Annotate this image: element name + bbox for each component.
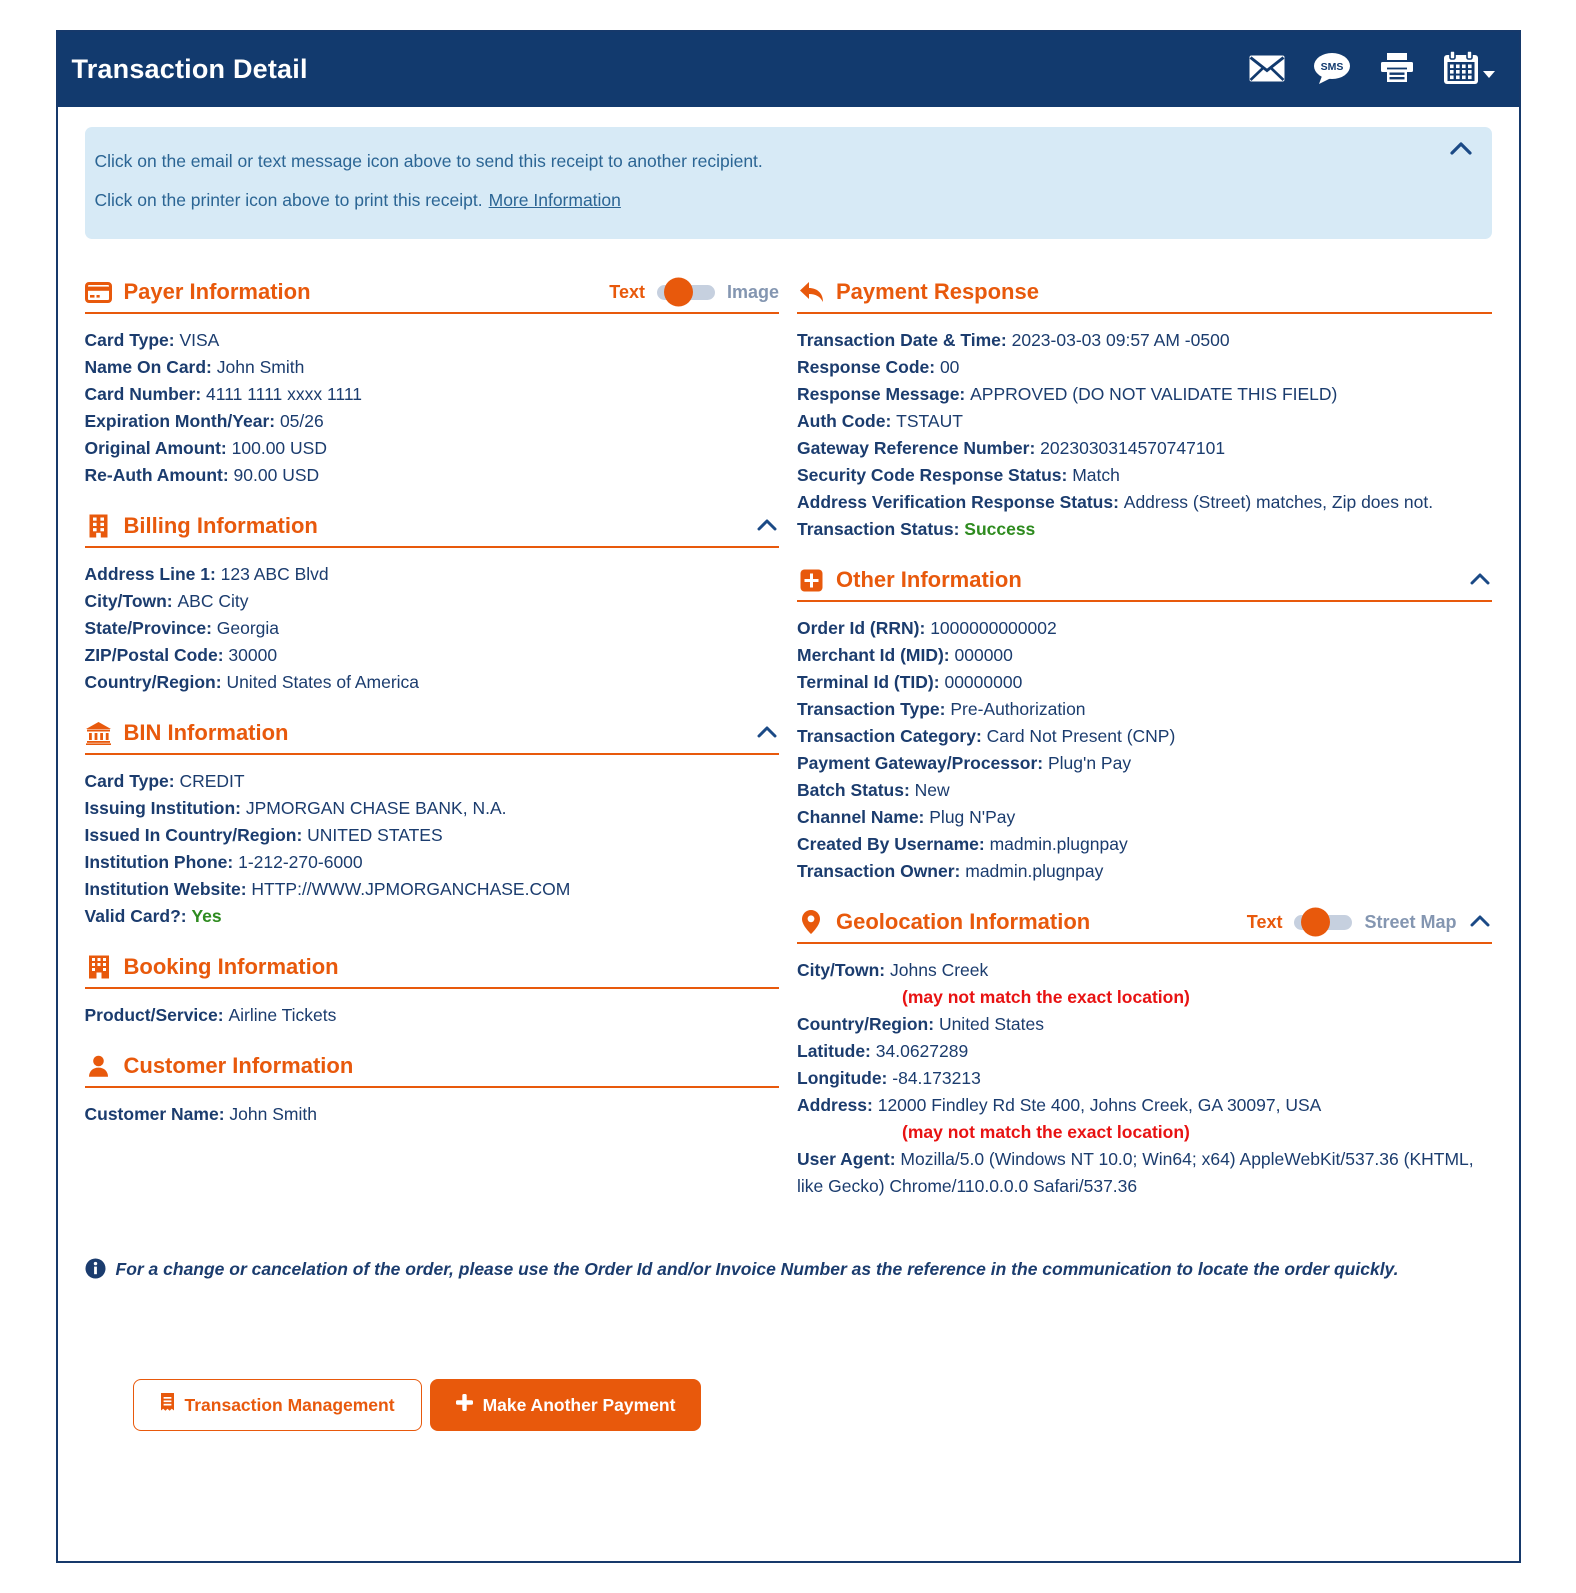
payer-text-image-toggle[interactable] [609, 282, 779, 303]
chevron-up-icon [1470, 572, 1490, 588]
section-bin-information [85, 720, 780, 930]
geolocation-section-header [797, 909, 1492, 944]
section-title: Other Information [836, 567, 1022, 592]
chevron-up-icon [1450, 143, 1472, 158]
field-row: Institution Website: HTTP://WWW.JPMORGANCHASE.COM [84, 879, 571, 899]
info-icon [85, 1258, 106, 1284]
section-customer-information [85, 1053, 780, 1128]
field-row: Address Verification Response Status: Address (Street) matches, Zip does not. [797, 492, 1434, 512]
chevron-down-icon [1483, 71, 1495, 78]
collapse-other-button[interactable] [1468, 570, 1492, 590]
toggle-knob [664, 278, 693, 307]
field-row: City/Town: Johns Creek [797, 960, 989, 980]
chevron-up-icon [757, 725, 777, 741]
banner-line2 [95, 190, 1422, 211]
collapse-geolocation-button[interactable] [1468, 912, 1492, 932]
person-icon [85, 1055, 113, 1078]
receipt-icon [160, 1393, 175, 1418]
field-row: Issuing Institution: JPMORGAN CHASE BANK, N.A. [84, 798, 507, 818]
field-row: Country/Region: United States of America [84, 672, 420, 692]
title-bar [58, 32, 1519, 107]
field-row: Expiration Month/Year: 05/26 [84, 411, 324, 431]
geolocation-text-map-toggle[interactable] [1247, 912, 1457, 933]
collapse-bin-button[interactable] [755, 723, 779, 743]
button-label: Transaction Management [184, 1394, 395, 1415]
page-title: Transaction Detail [71, 54, 308, 84]
field-row: State/Province: Georgia [84, 618, 280, 638]
toggle-knob [1301, 908, 1330, 937]
field-row: Issued In Country/Region: UNITED STATES [84, 825, 443, 845]
info-banner [85, 127, 1492, 239]
payment-response-section-header [797, 279, 1492, 314]
make-another-payment-button[interactable] [430, 1379, 702, 1431]
chevron-up-icon [1470, 914, 1490, 930]
customer-section-header [85, 1053, 780, 1088]
chevron-up-icon [757, 518, 777, 534]
field-row: Security Code Response Status: Match [797, 465, 1120, 485]
sms-receipt-button[interactable] [1313, 52, 1351, 88]
section-title: Booking Information [123, 954, 339, 979]
credit-card-icon [85, 282, 113, 303]
field-row: Card Number: 4111 1111 xxxx 1111 [84, 384, 363, 404]
collapse-billing-button[interactable] [755, 516, 779, 536]
toggle-switch[interactable] [657, 285, 715, 300]
booking-section-header [85, 954, 780, 989]
field-row: Transaction Date & Time: 2023-03-03 09:57 AM -0500 [797, 330, 1230, 350]
main-content [58, 107, 1519, 1561]
field-row: Payment Gateway/Processor: Plug'n Pay [797, 753, 1132, 773]
toggle-label-text: Text [1246, 911, 1283, 932]
print-receipt-button[interactable] [1379, 53, 1415, 87]
title-bar-actions [1249, 51, 1495, 88]
bank-icon [85, 722, 113, 745]
section-title: Payer Information [123, 279, 311, 304]
plus-square-icon [797, 569, 825, 592]
field-row: ZIP/Postal Code: 30000 [84, 645, 278, 665]
field-row: Longitude: -84.173213 [797, 1068, 981, 1088]
field-row: Gateway Reference Number: 2023030314570747101 [797, 438, 1226, 458]
section-payer-information [85, 279, 780, 489]
section-booking-information [85, 954, 780, 1029]
field-row: Valid Card?: Yes [84, 906, 222, 926]
field-row: Order Id (RRN): 1000000000002 [797, 618, 1057, 638]
field-row: Re-Auth Amount: 90.00 USD [84, 465, 320, 485]
banner-line2-text: Click on the printer icon above to print this receipt. [94, 190, 483, 210]
field-row: Address Line 1: 123 ABC Blvd [84, 564, 329, 584]
transaction-detail-window [56, 30, 1521, 1563]
email-receipt-button[interactable] [1249, 55, 1285, 85]
field-row: Country/Region: United States [797, 1014, 1044, 1034]
button-label: Make Another Payment [482, 1394, 676, 1415]
field-row: Address: 12000 Findley Rd Ste 400, Johns Creek, GA 30097, USA [797, 1095, 1322, 1115]
email-icon [1249, 55, 1285, 85]
schedule-receipt-button[interactable] [1443, 51, 1495, 88]
calendar-icon [1443, 51, 1479, 88]
order-reference-note [85, 1258, 1492, 1284]
sms-icon [1313, 52, 1351, 88]
field-row: Transaction Category: Card Not Present (CNP) [797, 726, 1176, 746]
field-row: Transaction Type: Pre-Authorization [797, 699, 1086, 719]
field-row: Institution Phone: 1-212-270-6000 [84, 852, 363, 872]
field-row: Created By Username: madmin.plugnpay [797, 834, 1128, 854]
field-note: (may not match the exact location) [902, 987, 1190, 1007]
field-row: Name On Card: John Smith [84, 357, 305, 377]
section-title: Payment Response [836, 279, 1039, 304]
svg-text:SMS: SMS [1320, 60, 1343, 73]
section-title: Billing Information [123, 513, 318, 538]
field-row: Customer Name: John Smith [84, 1104, 317, 1124]
plus-icon [456, 1394, 473, 1416]
section-other-information [797, 567, 1492, 885]
field-row: Batch Status: New [797, 780, 950, 800]
collapse-banner-button[interactable] [1446, 137, 1476, 162]
billing-fields [85, 561, 780, 696]
field-row: Card Type: VISA [84, 330, 220, 350]
field-row: Latitude: 34.0627289 [797, 1041, 969, 1061]
section-payment-response [797, 279, 1492, 543]
field-row: Response Code: 00 [797, 357, 960, 377]
more-information-link[interactable]: More Information [488, 190, 621, 210]
geolocation-fields [797, 957, 1492, 1200]
field-row: Channel Name: Plug N'Pay [797, 807, 1016, 827]
section-title: Customer Information [123, 1053, 354, 1078]
left-column [85, 279, 780, 1152]
map-pin-icon [797, 910, 825, 934]
booking-fields [85, 1002, 780, 1029]
field-row: Response Message: APPROVED (DO NOT VALIDATE THIS FIELD) [797, 384, 1338, 404]
section-title: BIN Information [123, 720, 289, 745]
payer-section-header [85, 279, 780, 314]
section-geolocation-information [797, 909, 1492, 1200]
actions-row [133, 1379, 1492, 1431]
field-row: User Agent: Mozilla/5.0 (Windows NT 10.0; Win64; x64) AppleWebKit/537.36 (KHTML, like Gecko) Chrome/110.0.0.0 Safari/537.36 [797, 1149, 1474, 1196]
billing-section-header [85, 513, 780, 548]
bin-section-header [85, 720, 780, 755]
reply-arrow-icon [797, 281, 825, 303]
other-section-header [797, 567, 1492, 602]
field-note: (may not match the exact location) [902, 1122, 1190, 1142]
field-row: Product/Service: Airline Tickets [84, 1005, 337, 1025]
right-column [797, 279, 1492, 1224]
printer-icon [1379, 53, 1415, 87]
other-fields [797, 615, 1492, 885]
field-row: Auth Code: TSTAUT [797, 411, 963, 431]
section-title: Geolocation Information [836, 909, 1091, 934]
toggle-label-street-map: Street Map [1364, 911, 1457, 932]
field-row: Original Amount: 100.00 USD [84, 438, 327, 458]
toggle-switch[interactable] [1294, 915, 1352, 930]
customer-fields [85, 1101, 780, 1128]
transaction-management-button[interactable] [133, 1379, 422, 1431]
note-text: For a change or cancelation of the order, please use the Order Id and/or Invoice Number as the reference in the communication to locate the order quickly. [115, 1259, 1399, 1279]
toggle-label-image: Image [726, 281, 779, 302]
payment-response-fields [797, 327, 1492, 543]
field-row: Transaction Owner: madmin.plugnpay [797, 861, 1104, 881]
field-row: Merchant Id (MID): 000000 [797, 645, 1013, 665]
field-row: Card Type: CREDIT [84, 771, 245, 791]
section-billing-information [85, 513, 780, 696]
hotel-icon [85, 955, 113, 979]
payer-fields [85, 327, 780, 489]
field-row: Terminal Id (TID): 00000000 [797, 672, 1023, 692]
toggle-label-text: Text [609, 281, 645, 302]
field-row: City/Town: ABC City [84, 591, 249, 611]
bin-fields [85, 768, 780, 930]
building-icon [85, 514, 113, 538]
field-row: Transaction Status: Success [797, 519, 1036, 539]
banner-line1: Click on the email or text message icon above to send this receipt to another recipient. [94, 151, 763, 171]
